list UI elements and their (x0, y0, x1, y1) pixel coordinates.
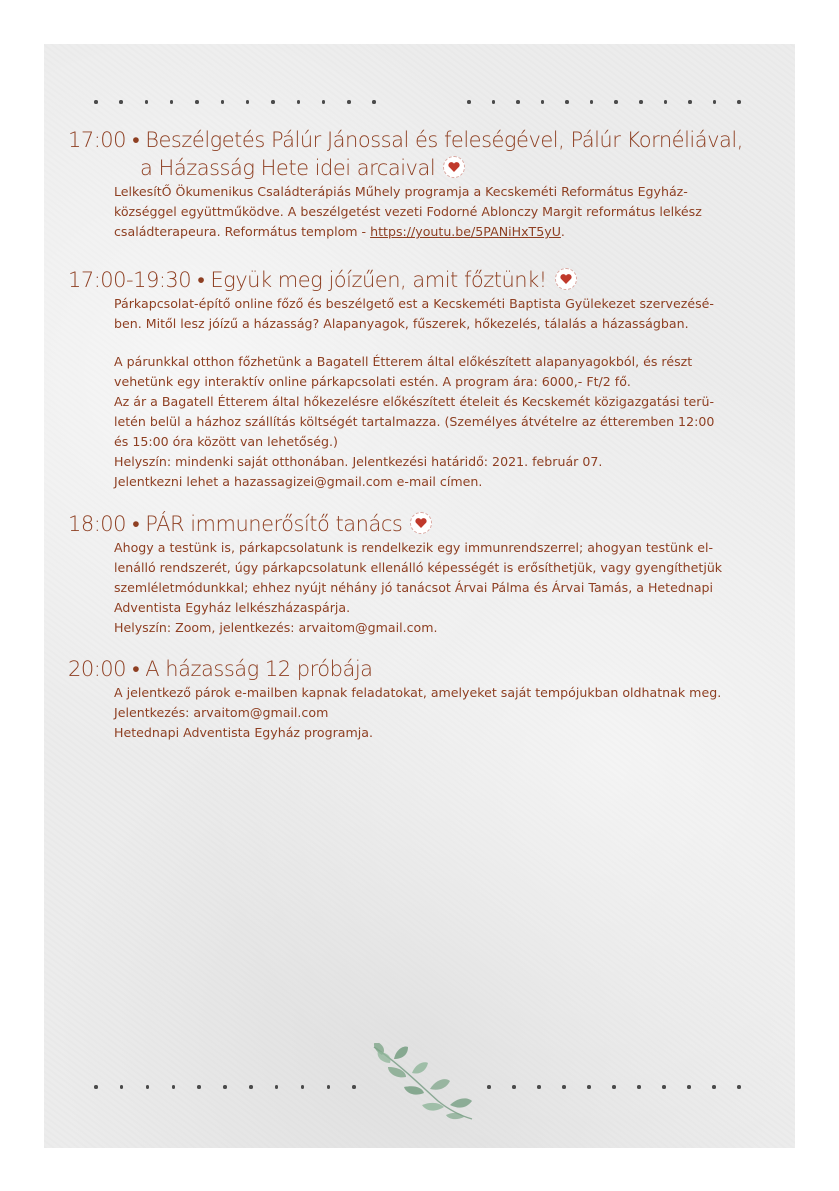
entry-time: 17:00 (68, 128, 127, 152)
text-line: Helyszín: mindenki saját otthonában. Jelentkezési határidő: 2021. február 07. (114, 454, 603, 469)
text-span: családterapeura. Református templom - (114, 224, 371, 239)
text-line: letén belül a házhoz szállítás költségét tartalmazza. (Személyes átvételre az étteremben 12:00 (114, 414, 715, 429)
entry-time: 17:00-19:30 (68, 268, 192, 292)
text-line: és 15:00 óra között van lehetőség.) (114, 434, 338, 449)
program-entry (68, 266, 768, 492)
text-line (114, 222, 768, 242)
heart-icon (443, 156, 465, 178)
heart-icon (410, 512, 432, 534)
top-dotted-divider-right (467, 99, 741, 105)
entry-description (68, 538, 768, 638)
top-dotted-divider-left (94, 99, 376, 105)
bullet: • (197, 268, 205, 292)
entry-title-text: A házasság 12 próbája (145, 657, 373, 681)
entry-description (68, 294, 768, 492)
entry-title (68, 126, 768, 154)
text-span: . (560, 224, 565, 239)
text-line: községgel együttműködve. A beszélgetést vezeti Fodorné Ablonczy Margit református lelkész (114, 204, 702, 219)
bullet: • (132, 128, 140, 152)
entry-description (68, 683, 768, 743)
youtube-link[interactable]: https://youtu.be/5PANiHxT5yU (370, 224, 561, 239)
text-line: A jelentkező párok e-mailben kapnak feladatokat, amelyeket saját tempójukban oldhatnak meg. (114, 685, 722, 700)
text-line: szemléletmódunkkal; ehhez nyújt néhány jó tanácsot Árvai Pálma és Árvai Tamás, a Hetednapi (114, 580, 714, 595)
text-line: LelkesítŐ Ökumenikus Családterápiás Műhely programja a Kecskeméti Református Egyház- (114, 184, 688, 199)
text-line: Hetednapi Adventista Egyház programja. (114, 725, 374, 740)
text-line: Párkapcsolat-építő online főző és beszélgető est a Kecskeméti Baptista Gyülekezet szervezésé- (114, 296, 714, 311)
entry-title-text: PÁR immunerősítő tanács (145, 512, 403, 536)
heart-icon (555, 268, 577, 290)
entry-time: 20:00 (68, 657, 127, 681)
entry-description (68, 182, 768, 242)
text-line: lenálló rendszerét, úgy párkapcsolatunk ellenálló képességét is erősíthetjük, vagy gyengíthetjük (114, 560, 723, 575)
text-line: Az ár a Bagatell Étterem által hőkezelésre előkészített ételeit és Kecskemét közigazgatási terü- (114, 394, 715, 409)
bottom-dotted-divider-left (94, 1084, 356, 1090)
program-entry (68, 655, 768, 743)
entry-title (68, 655, 768, 683)
bullet: • (132, 512, 140, 536)
program-entry (68, 510, 768, 638)
text-line: Jelentkezni lehet a hazassagizei@gmail.com e-mail címen. (114, 474, 483, 489)
entry-title-text: Együk meg jóízűen, amit főztünk! (210, 268, 547, 292)
entry-title-text: a Házasság Hete idei arcaival (140, 156, 436, 180)
text-line: Adventista Egyház lelkészházaspárja. (114, 600, 351, 615)
leaf-branch-icon (368, 1043, 480, 1123)
entry-title-continued (68, 154, 768, 182)
program-entry (68, 126, 768, 242)
text-line: A párunkkal otthon főzhetünk a Bagatell Étterem által előkészített alapanyagokból, és részt (114, 354, 693, 369)
text-line: vehetünk egy interaktív online párkapcsolati estén. A program ára: 6000,- Ft/2 fő. (114, 374, 631, 389)
bullet: • (132, 657, 140, 681)
entry-title (68, 266, 768, 294)
entry-time: 18:00 (68, 512, 127, 536)
text-line: Helyszín: Zoom, jelentkezés: arvaitom@gmail.com. (114, 620, 438, 635)
entry-title (68, 510, 768, 538)
entry-title-text: Beszélgetés Pálúr Jánossal és feleségével, Pálúr Kornéliával, (145, 128, 743, 152)
text-line: Jelentkezés: arvaitom@gmail.com (114, 705, 329, 720)
bottom-dotted-divider-right (487, 1084, 741, 1090)
text-line: ben. Mitől lesz jóízű a házasság? Alapanyagok, fűszerek, hőkezelés, tálalás a házasságban. (114, 316, 689, 331)
text-line: Ahogy a testünk is, párkapcsolatunk is rendelkezik egy immunrendszerrel; ahogyan testünk el- (114, 540, 714, 555)
